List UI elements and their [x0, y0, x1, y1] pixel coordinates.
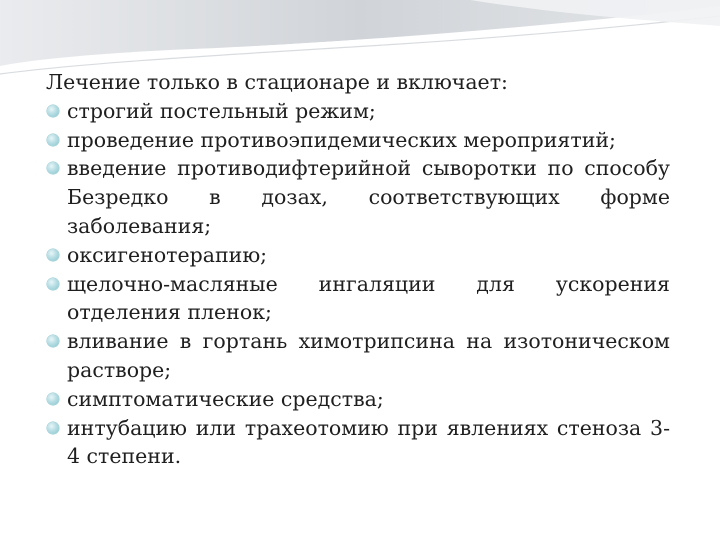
list-item-text: оксигенотерапию;	[67, 242, 268, 267]
list-item	[46, 327, 670, 385]
list-item-text: щелочно-масляные ингаляции для ускорения отделения пленок;	[67, 271, 670, 325]
list-item-text: интубацию или трахеотомию при явлениях стеноза 3- 4 степени.	[67, 415, 670, 469]
bullet-circle-icon	[47, 249, 59, 261]
bullet-circle-icon	[47, 162, 59, 174]
bullet-circle-icon	[47, 335, 59, 347]
list-item	[46, 97, 670, 126]
list-item	[46, 414, 670, 472]
bullet-circle-icon	[47, 134, 59, 146]
list-item-text: введение противодифтерийной сыворотки по способу Безредко в дозах, соответствующих форме заболевания;	[67, 156, 670, 238]
list-item	[46, 270, 670, 328]
bullet-circle-icon	[47, 422, 59, 434]
bullet-circle-icon	[47, 105, 59, 117]
list-item-text: вливание в гортань химотрипсина на изотоническом растворе;	[67, 329, 670, 382]
list-item	[46, 154, 670, 240]
treatment-list	[46, 97, 670, 471]
bullet-circle-icon	[47, 278, 59, 290]
list-item	[46, 126, 670, 155]
list-item-text: симптоматические средства;	[67, 386, 384, 411]
intro-text: Лечение только в стационаре и включает:	[46, 70, 508, 94]
slide-content	[46, 68, 670, 471]
bullet-circle-icon	[47, 393, 59, 405]
list-item	[46, 385, 670, 414]
list-item-text: строгий постельный режим;	[67, 98, 376, 123]
list-item	[46, 241, 670, 270]
list-item-text: проведение противоэпидемических мероприятий;	[67, 127, 616, 152]
